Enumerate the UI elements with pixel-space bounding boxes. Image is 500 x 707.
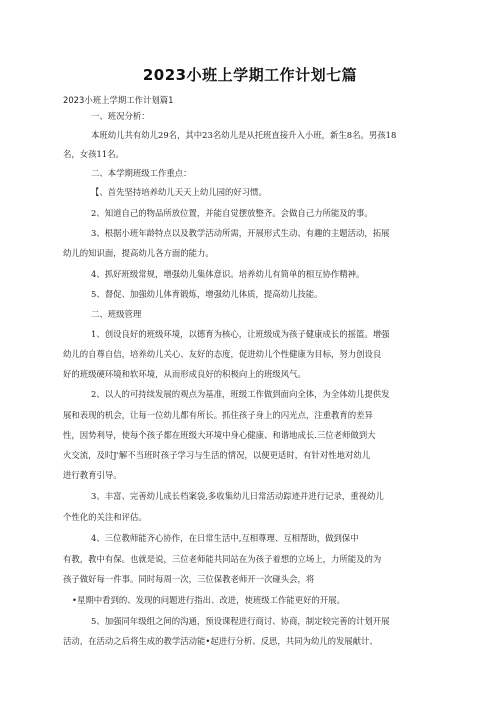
paragraph-line: 4、抓好班级常规，增强幼儿集体意识。培养幼儿有简单的相互协作精神。 bbox=[91, 269, 365, 279]
paragraph-line: 幼儿的自尊自信，培养幼儿关心、友好的态度，促进幼儿个性健康为目标，努力创设良 bbox=[63, 349, 382, 359]
paragraph-line: 进行教育引导。 bbox=[63, 470, 122, 480]
paragraph-line: 有教，教中有保。也就是说，三位老师能共同站在为孩子着想的立场上，力所能及的为 bbox=[63, 554, 382, 564]
document-subtitle: 2023小班上学期工作计划篇1 bbox=[63, 95, 174, 105]
paragraph-line: 4、三位教师能齐心协作，在日常生活中,互相尊理、互相帮助，做到保中 bbox=[91, 533, 359, 543]
paragraph-line: 性，因势利导，使每个孩子都在班级大环境中身心健康、和谐地成长.三位老师做到大 bbox=[63, 430, 376, 440]
document-title: 2023小班上学期工作计划七篇 bbox=[142, 66, 358, 84]
paragraph-line: 活动，在活动之后将生成的教学活动能•起进行分析、反思，共同为幼儿的发展献计、 bbox=[63, 636, 378, 646]
paragraph-line: 个性化的关注和评估。 bbox=[63, 512, 147, 522]
paragraph-line: 2、以人的可持续发展的观点为基准，班级工作做到面向全体，为全体幼儿提供发 bbox=[91, 389, 390, 399]
paragraph-line: 好的班级硬环境和软环境，从而形成良好的积极向上的班级风气。 bbox=[63, 369, 306, 379]
paragraph-line: 2、知道自己的物品所放位置，并能自觉摆放整齐。会做自己力所能及的事。 bbox=[91, 208, 373, 218]
paragraph-line: 孩子做好每一件事。同时每周一次，三位保教老师开一次碰头会，将 bbox=[63, 574, 315, 584]
paragraph-line: •星期中看到的、发现的问题进行指出、改进，使班级工作能更好的开展。 bbox=[72, 595, 345, 605]
paragraph-line: 一、班况分析： bbox=[91, 111, 150, 121]
paragraph-line: 【、首先坚持培养幼儿天天上幼儿园的好习惯。 bbox=[91, 187, 267, 197]
paragraph-line: 展和表现的机会，让每一位幼儿都有所长。抓住孩子身上的闪光点，注重教育的差异 bbox=[63, 410, 373, 420]
paragraph-line: 3、根据小班年龄特点以及教学活动所需，开展形式生动、有趣的主题活动，拓展 bbox=[91, 228, 390, 238]
paragraph-line: 3、丰富、完善幼儿成长档案袋,多收集幼儿日常活动踪迹并进行记录，重视幼儿 bbox=[91, 491, 384, 501]
paragraph-line: 幼儿的知识面，提高幼儿各方面的能力。 bbox=[63, 248, 214, 258]
paragraph-line: 本班幼儿共有幼儿29名，其中23名幼儿是从托班直接升入小班，新生8名。男孩18 bbox=[91, 130, 397, 140]
paragraph-line: 1、创设良好的班级环境，以德育为核心，让班级成为孩子健康成长的摇篮。增强 bbox=[91, 329, 390, 339]
paragraph-line: 名，女孩11名。 bbox=[63, 149, 124, 159]
paragraph-line: 5、督促、加强幼儿体育锻炼，增强幼儿体质，提高幼儿技能。 bbox=[91, 289, 323, 299]
paragraph-line: 二、本学期班级工作重点： bbox=[91, 168, 192, 178]
paragraph-line: 火交流，及时J'解不当班时孩子学习与生活的情况，以便更适时，有针对性地对幼儿 bbox=[63, 450, 371, 460]
paragraph-line: 5、加强同年级组之间的沟通，预设课程进行商讨、协商，制定较完善的计划开展 bbox=[91, 616, 390, 626]
paragraph-line: 二、班级管理 bbox=[91, 309, 142, 319]
